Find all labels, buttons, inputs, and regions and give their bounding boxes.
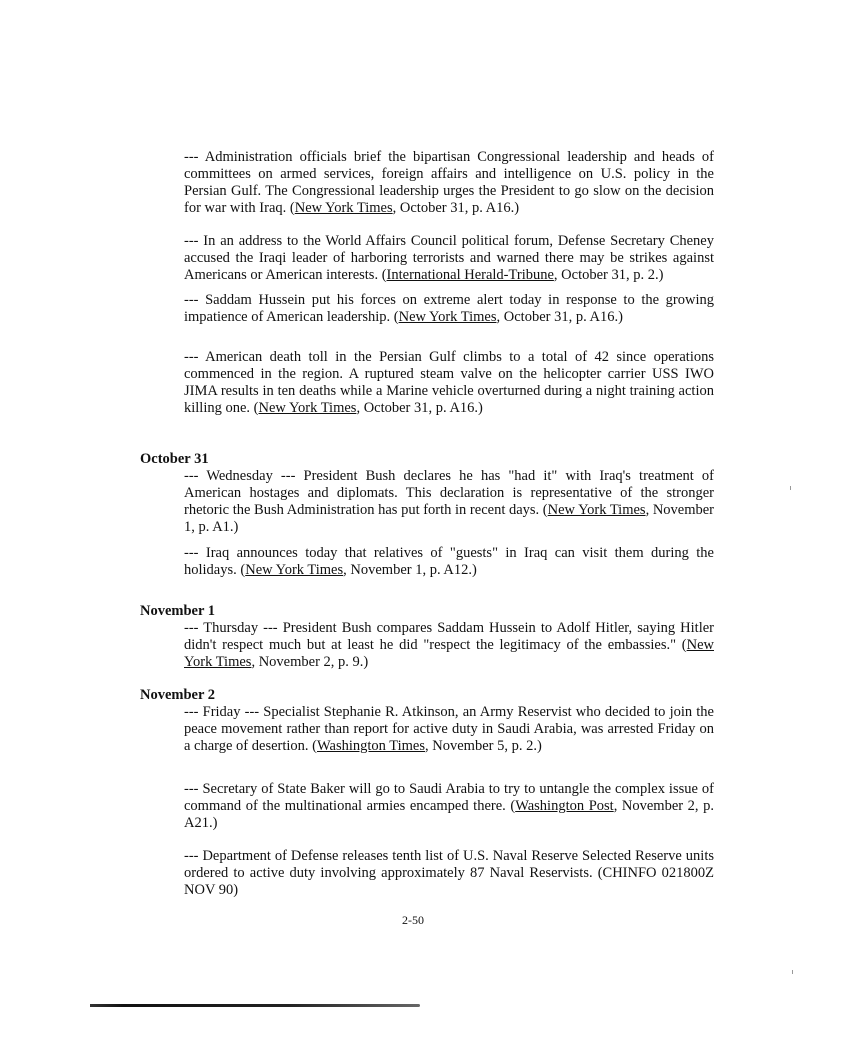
source-citation: Washington Times	[317, 738, 426, 754]
entry-naval-reserve: --- Department of Defense releases tenth list of U.S. Naval Reserve Selected Reserve units ordered to active duty involving approximately 87 Naval Reservists. (CHINFO 021800Z NOV 90)	[184, 848, 714, 898]
source-citation: International Herald-Tribune	[386, 267, 554, 283]
source-citation: New York Times	[547, 502, 646, 518]
source-citation: New York Times	[294, 200, 393, 216]
date-heading-october-31: October 31	[140, 451, 209, 467]
source-citation: New York Times	[398, 309, 497, 325]
date-heading-november-1: November 1	[140, 603, 216, 619]
entry-administration-briefing: --- Administration officials brief the bipartisan Congressional leadership and heads of committees on armed services, foreign affairs and intelligence on U.S. policy in the Persian Gulf. The Congressional leadership urges the President to go slow on the decision for war with Iraq. (New York Times, October 31, p. A16.)	[184, 149, 714, 216]
source-citation: New York Times	[258, 400, 357, 416]
entry-cheney-address: --- In an address to the World Affairs Council political forum, Defense Secretary Cheney accused the Iraqi leader of harboring terrorists and warned there may be strikes against Americans or American interests. (International Herald-Tribune, October 31, p. 2.)	[184, 233, 714, 283]
source-citation: New York Times	[184, 637, 714, 670]
source-citation: New York Times	[245, 562, 344, 578]
entry-bush-had-it: --- Wednesday --- President Bush declares he has "had it" with Iraq's treatment of American hostages and diplomats. This declaration is representative of the stronger rhetoric the Bush Administration has put forth in recent days. (New York Times, November 1, p. A1.)	[184, 468, 715, 535]
scan-speck	[792, 970, 793, 974]
source-citation: Washington Post	[515, 798, 614, 814]
entry-death-toll: --- American death toll in the Persian Gulf climbs to a total of 42 since operations commenced in the region. A ruptured steam valve on the helicopter carrier USS IWO JIMA results in ten deaths while a Marine vehicle overturned during a night training action killing one. (New York Times, October 31, p. A16.)	[184, 349, 714, 416]
entry-iraq-guests: --- Iraq announces today that relatives of "guests" in Iraq can visit them during the holidays. (New York Times, November 1, p. A12.)	[184, 545, 714, 578]
scan-edge-mark	[90, 1004, 420, 1007]
page-number: 2-50	[402, 913, 424, 927]
entry-saddam-alert: --- Saddam Hussein put his forces on extreme alert today in response to the growing impatience of American leadership. (New York Times, October 31, p. A16.)	[184, 292, 714, 325]
entry-bush-hitler: --- Thursday --- President Bush compares Saddam Hussein to Adolf Hitler, saying Hitler didn't respect much but at least he did "respect the legitimacy of the embassies." (New York Times, November 2, p. 9.)	[184, 620, 714, 670]
entry-atkinson-desertion: --- Friday --- Specialist Stephanie R. Atkinson, an Army Reservist who decided to join the peace movement rather than report for active duty in Saudi Arabia, was arrested Friday on a charge of desertion. (Washington Times, November 5, p. 2.)	[184, 704, 714, 754]
scan-speck	[790, 486, 791, 490]
entry-baker-saudi: --- Secretary of State Baker will go to Saudi Arabia to try to untangle the complex issue of command of the multinational armies encamped there. (Washington Post, November 2, p. A21.)	[184, 781, 714, 831]
date-heading-november-2: November 2	[140, 687, 216, 703]
